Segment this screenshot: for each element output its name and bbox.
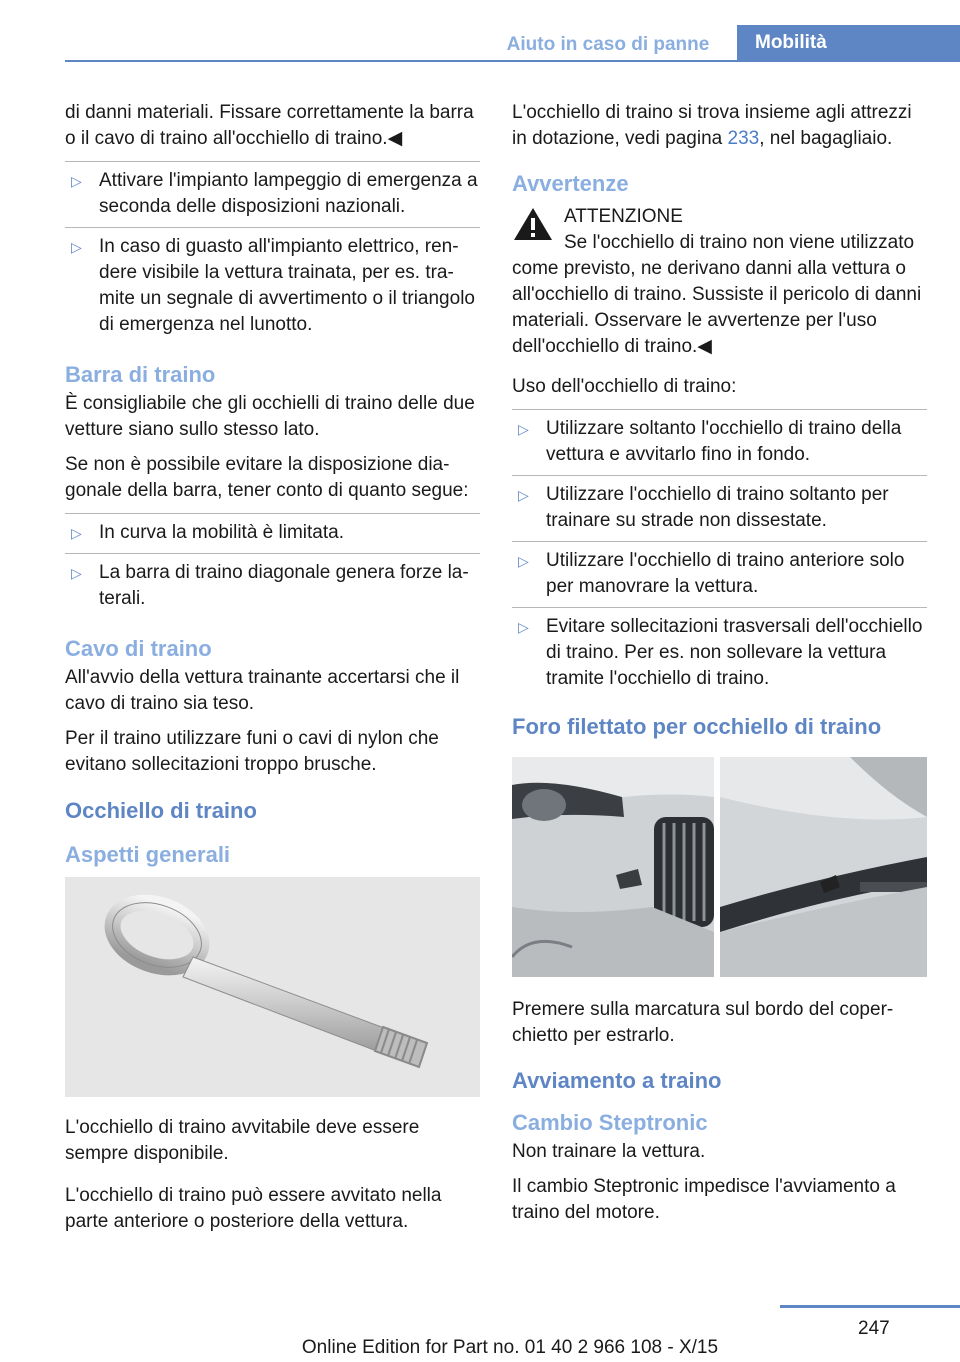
cavo-paragraph-2: Per il traino utilizzare funi o cavi di nylon che evitano sollecitazioni troppo brusche. <box>65 728 439 775</box>
triangle-bullet-icon: ▷ <box>518 553 529 569</box>
list-item: ▷ La barra di traino diagonale genera forze laterali. <box>65 553 480 619</box>
bullet-list-uso <box>512 409 927 699</box>
edition-footer: Online Edition for Part no. 01 40 2 966 108 - X/15 <box>301 1337 719 1358</box>
heading-avvertenze: Avvertenze <box>512 171 629 196</box>
list-item: ▷ Utilizzare l'occhiello di traino anteriore solo per manovrare la vettura. <box>512 541 927 607</box>
barra-paragraph-1: È consigliabile che gli occhielli di traino delle due vetture siano sullo stesso lato. <box>65 393 475 440</box>
heading-barra-di-traino: Barra di traino <box>65 362 216 387</box>
warning-block <box>512 204 927 230</box>
page-reference-link[interactable]: 233 <box>727 128 760 149</box>
triangle-bullet-icon: ▷ <box>71 525 82 541</box>
list-item: ▷ In caso di guasto all'impianto elettrico, rendere visibile la vettura trainata, per es. tramite un segnale di avvertimento o il triangolo di emergenza nel lunotto. <box>65 227 480 345</box>
right-column <box>512 100 927 1235</box>
header-rule <box>65 60 960 62</box>
heading-occhiello-di-traino: Occhiello di traino <box>65 798 257 823</box>
barra-paragraph-2: Se non è possibile evitare la disposizione diagonale della barra, tener conto di quanto segue: <box>65 454 469 501</box>
cambio-paragraph-1: Non trainare la vettura. <box>512 1141 706 1162</box>
uso-label: Uso dell'occhiello di traino: <box>512 376 737 397</box>
triangle-bullet-icon: ▷ <box>71 565 82 581</box>
foro-paragraph: Premere sulla marcatura sul bordo del coperchietto per estrarlo. <box>512 999 894 1046</box>
bullet-list-emergency <box>65 161 480 345</box>
threaded-hole-photos <box>512 757 927 977</box>
heading-cambio-steptronic: Cambio Steptronic <box>512 1110 708 1135</box>
heading-foro-filettato: Foro filettato per occhiello di traino <box>512 714 882 739</box>
triangle-bullet-icon: ▷ <box>518 619 529 635</box>
heading-aspetti-generali: Aspetti generali <box>65 842 231 867</box>
heading-avviamento-a-traino: Avviamento a traino <box>512 1068 722 1093</box>
occhiello-paragraph-1: L'occhiello di traino avvitabile deve essere sempre disponibile. <box>65 1117 420 1164</box>
location-paragraph: L'occhiello di traino si trova insieme agli attrezzi in dotazione, vedi pagina 233, nel bagagliaio. <box>512 102 912 149</box>
left-column <box>65 100 480 1244</box>
tow-eye-illustration <box>65 877 480 1097</box>
warning-text: Se l'occhiello di traino non viene utilizzato come previsto, ne derivano danni alla vettura o all'occhiello di traino. Sussiste il pericolo di danni materiali. Osservare le avvertenze per l'uso dell'occhiello di traino.◀ <box>512 232 922 357</box>
footer-rule <box>780 1305 960 1308</box>
warning-title: ATTENZIONE <box>564 206 683 227</box>
list-item: ▷ Evitare sollecitazioni trasversali dell'occhiello di traino. Per es. non sollevare la vettura tramite l'occhiello di traino. <box>512 607 927 699</box>
list-item: ▷ Utilizzare soltanto l'occhiello di traino della vettura e avvitarlo fino in fondo. <box>512 409 927 475</box>
heading-cavo-di-traino: Cavo di traino <box>65 636 212 661</box>
running-header-section: Aiuto in caso di panne <box>506 34 710 55</box>
warning-triangle-icon <box>512 206 554 242</box>
bumper-front-photo <box>512 757 714 977</box>
occhiello-paragraph-2: L'occhiello di traino può essere avvitato nella parte anteriore o posteriore della vettura. <box>65 1185 442 1232</box>
running-header-chapter: Mobilità <box>737 25 960 60</box>
list-item: ▷ Utilizzare l'occhiello di traino soltanto per trainare su strade non dissestate. <box>512 475 927 541</box>
bullet-list-barra <box>65 513 480 619</box>
intro-paragraph: di danni materiali. Fissare correttamente la barra o il cavo di traino all'occhiello di traino.◀ <box>65 102 474 149</box>
triangle-bullet-icon: ▷ <box>71 173 82 189</box>
cambio-paragraph-2: Il cambio Steptronic impedisce l'avviamento a traino del motore. <box>512 1176 896 1223</box>
page-number: 247 <box>858 1318 890 1339</box>
list-item: ▷ In curva la mobilità è limitata. <box>65 513 480 553</box>
list-item: ▷ Attivare l'impianto lampeggio di emergenza a seconda delle disposizioni nazionali. <box>65 161 480 227</box>
bumper-detail-photo <box>720 757 927 977</box>
cavo-paragraph-1: All'avvio della vettura trainante accertarsi che il cavo di traino sia teso. <box>65 667 460 714</box>
triangle-bullet-icon: ▷ <box>518 487 529 503</box>
triangle-bullet-icon: ▷ <box>71 239 82 255</box>
triangle-bullet-icon: ▷ <box>518 421 529 437</box>
